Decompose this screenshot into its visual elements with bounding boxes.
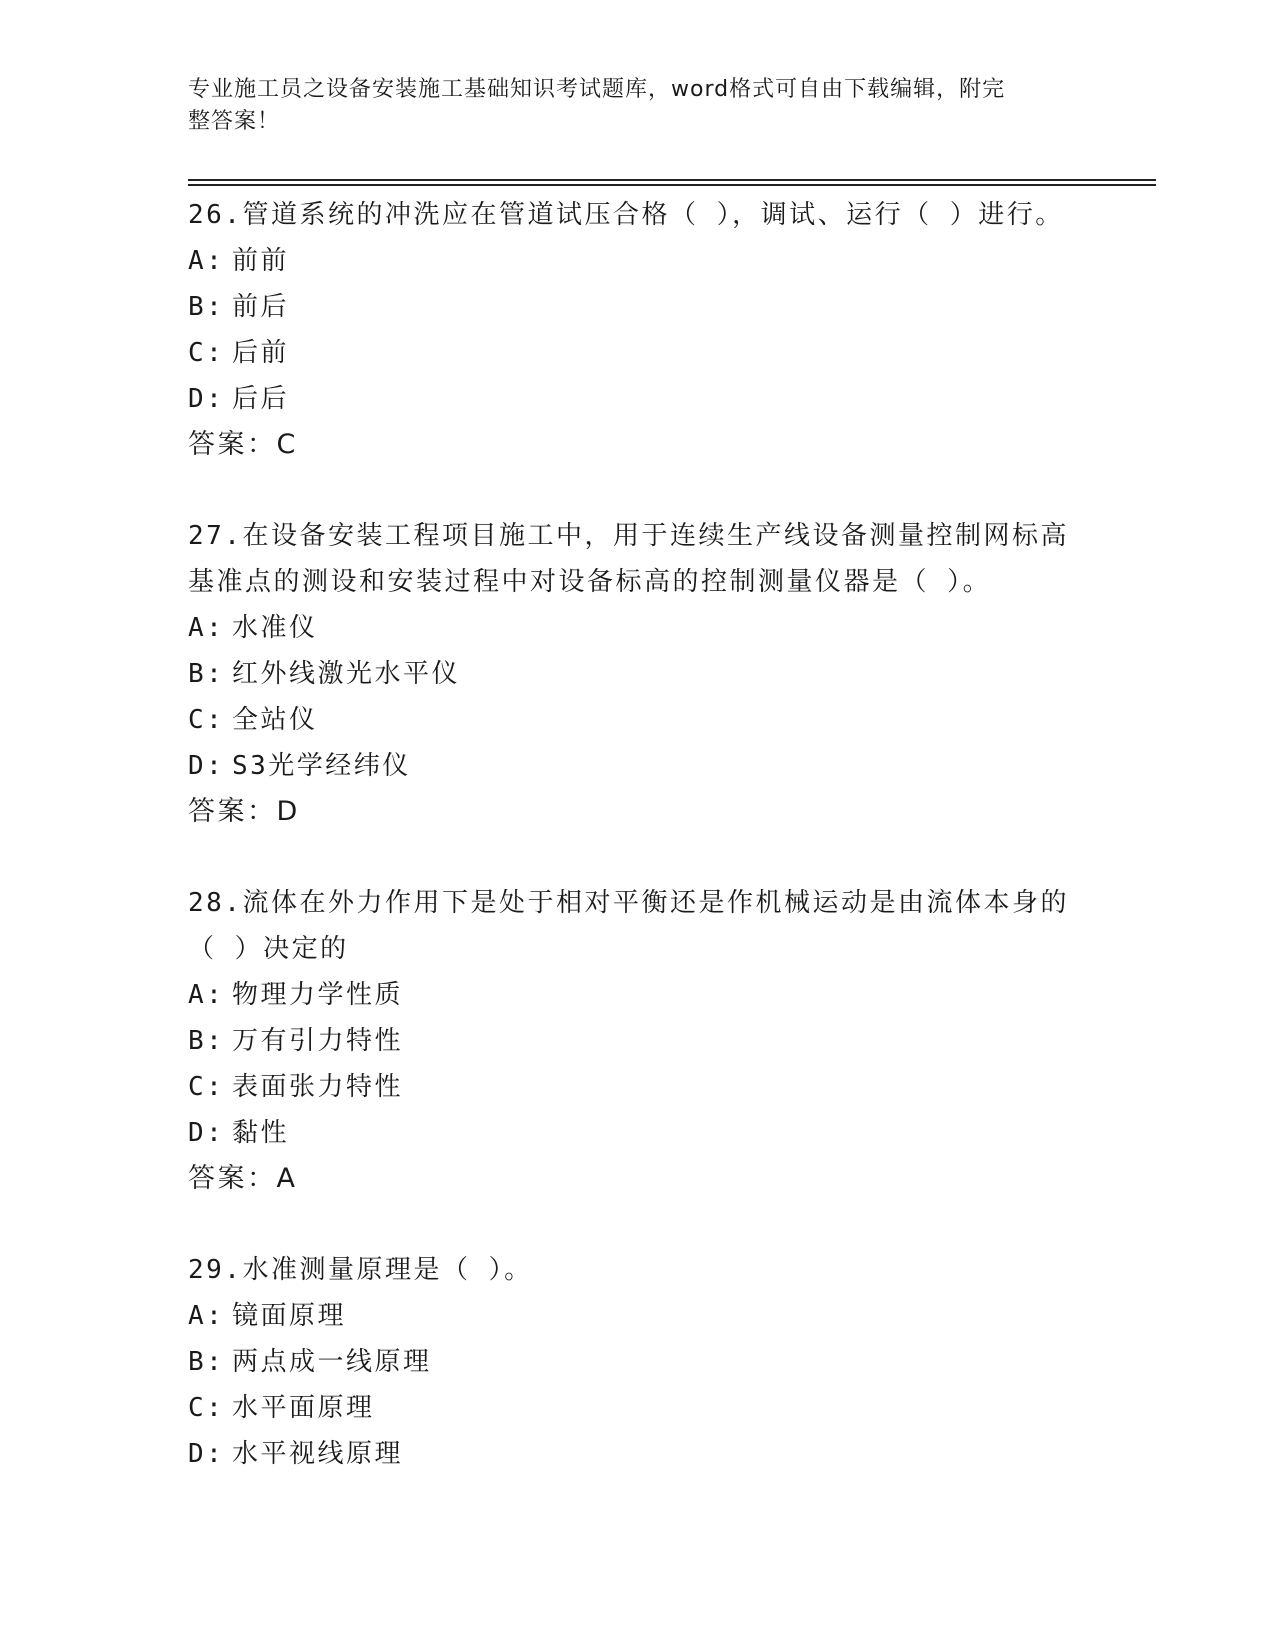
option-letter: B: <box>188 659 225 689</box>
question-text: 29.水准测量原理是（ ）。 <box>188 1255 533 1285</box>
option-letter: D: <box>188 384 225 414</box>
header-divider-top <box>188 179 1156 181</box>
question-text-line-2: （ ）决定的 <box>188 934 349 964</box>
option-d <box>188 1110 1158 1156</box>
option-a <box>188 238 1158 284</box>
question-text: 26.管道系统的冲洗应在管道试压合格（ ），调试、运行（ ）进行。 <box>188 200 1064 230</box>
option-text: 后后 <box>232 384 290 414</box>
option-b <box>188 651 1158 697</box>
question-27 <box>188 513 1158 835</box>
option-text: 前后 <box>232 292 290 322</box>
question-28 <box>188 880 1158 1202</box>
option-letter: B: <box>188 292 225 322</box>
option-d <box>188 743 1158 789</box>
question-29 <box>188 1247 1158 1477</box>
question-text-line-1: 27.在设备安装工程项目施工中，用于连续生产线设备测量控制网标高 <box>188 521 1069 551</box>
option-letter: C: <box>188 705 225 735</box>
option-letter: B: <box>188 1026 225 1056</box>
answer: 答案：A <box>188 1163 298 1194</box>
question-list <box>188 192 1158 1477</box>
header-divider-bottom <box>188 184 1156 186</box>
header-line-1: 专业施工员之设备安装施工基础知识考试题库，word格式可自由下载编辑，附完 <box>188 77 1006 102</box>
option-text: S3光学经纬仪 <box>232 751 411 781</box>
option-a <box>188 1293 1158 1339</box>
option-text: 红外线激光水平仪 <box>232 659 461 689</box>
document-header <box>188 74 1088 138</box>
question-26 <box>188 192 1158 468</box>
question-text-line-2: 基准点的测设和安装过程中对设备标高的控制测量仪器是（ ）。 <box>188 567 992 597</box>
header-line-2: 整答案！ <box>188 109 281 134</box>
option-c <box>188 697 1158 743</box>
option-d <box>188 376 1158 422</box>
question-text-line-1: 28.流体在外力作用下是处于相对平衡还是作机械运动是由流体本身的 <box>188 888 1069 918</box>
option-letter: A: <box>188 980 225 1010</box>
option-letter: D: <box>188 1118 225 1148</box>
option-letter: D: <box>188 1439 225 1469</box>
option-text: 万有引力特性 <box>232 1026 404 1056</box>
option-text: 全站仪 <box>232 705 318 735</box>
option-b <box>188 1018 1158 1064</box>
option-text: 黏性 <box>232 1118 290 1148</box>
answer: 答案：D <box>188 796 300 827</box>
option-text: 物理力学性质 <box>232 980 404 1010</box>
option-letter: D: <box>188 751 225 781</box>
option-b <box>188 1339 1158 1385</box>
option-text: 两点成一线原理 <box>232 1347 432 1377</box>
option-text: 水平视线原理 <box>232 1439 404 1469</box>
option-a <box>188 605 1158 651</box>
option-text: 后前 <box>232 338 290 368</box>
option-b <box>188 284 1158 330</box>
option-text: 表面张力特性 <box>232 1072 404 1102</box>
answer: 答案：C <box>188 429 298 460</box>
option-letter: A: <box>188 613 225 643</box>
option-text: 水准仪 <box>232 613 318 643</box>
option-a <box>188 972 1158 1018</box>
option-text: 前前 <box>232 246 290 276</box>
option-letter: C: <box>188 1072 225 1102</box>
option-c <box>188 1064 1158 1110</box>
option-letter: C: <box>188 1393 225 1423</box>
option-c <box>188 330 1158 376</box>
option-letter: C: <box>188 338 225 368</box>
option-letter: A: <box>188 246 225 276</box>
option-text: 镜面原理 <box>232 1301 347 1331</box>
option-d <box>188 1431 1158 1477</box>
option-letter: B: <box>188 1347 225 1377</box>
option-text: 水平面原理 <box>232 1393 375 1423</box>
option-c <box>188 1385 1158 1431</box>
option-letter: A: <box>188 1301 225 1331</box>
